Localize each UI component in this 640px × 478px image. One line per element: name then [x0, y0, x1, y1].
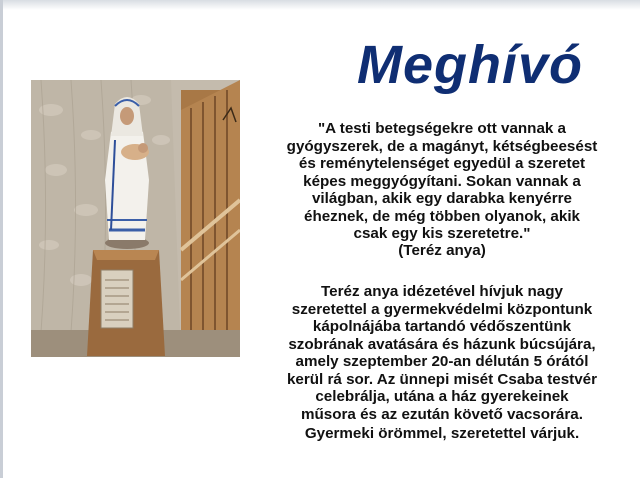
left-edge [0, 0, 3, 478]
closing-line: Gyermeki örömmel, szeretettel várjuk. [304, 425, 580, 442]
page-title: Meghívó [356, 35, 583, 95]
invitation-text: Teréz anya idézetével hívjuk nagy szeretettel a gyermekvédelmi központunk kápolnájába tartandó védőszentünk szobrának avatására és házunk búcsújára, amely szeptember 20-an délután 5 órától kerül rá sor. Az ünnepi misét Csaba testvér celebrálja, utána a ház gyerekeinek műsora és az ezután követő vacsorára. [286, 283, 598, 423]
quote-text: "A testi betegségekre ott vannak a gyógyszerek, de a magányt, kétségbeesést és reménytelenséget egyedül a szeretet képes meggyógyítani. Sokan vannak a világban, akik egy darabka kenyérre éheznek, de még többen olyanok, akik csak egy kis szeretetre." [286, 120, 598, 242]
statue-photo [31, 80, 240, 357]
top-strip [0, 0, 640, 10]
quote-author: (Teréz anya) [398, 242, 486, 259]
